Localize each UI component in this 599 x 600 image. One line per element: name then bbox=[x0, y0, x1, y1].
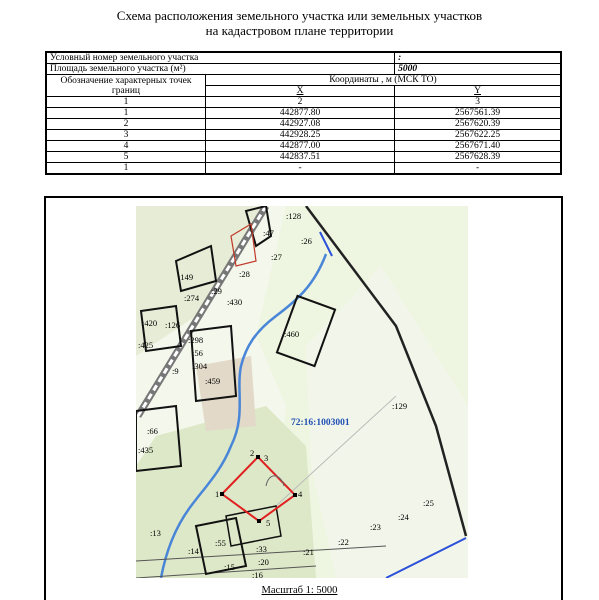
table-row bbox=[46, 108, 561, 119]
parcel-label: :149 bbox=[178, 272, 194, 282]
parcel-label: :27 bbox=[271, 252, 282, 262]
point-designation-header: Обозначение характерных точек границ bbox=[46, 75, 205, 97]
cadastral-map bbox=[136, 206, 468, 578]
y-cell: 2567671.40 bbox=[395, 141, 561, 152]
x-cell: 442877.80 bbox=[205, 108, 394, 119]
x-cell: 442877.00 bbox=[205, 141, 394, 152]
table-row bbox=[46, 75, 561, 86]
vertex-marker bbox=[257, 519, 261, 523]
parcel-label: :22 bbox=[338, 537, 349, 547]
parcel-label: :24 bbox=[398, 512, 409, 522]
parcel-label: :460 bbox=[284, 329, 300, 339]
x-cell: 442928.25 bbox=[205, 130, 394, 141]
table-row bbox=[46, 64, 561, 75]
table-row bbox=[46, 141, 561, 152]
y-cell: - bbox=[395, 163, 561, 175]
parcel-label: :14 bbox=[188, 546, 199, 556]
point-cell: 5 bbox=[46, 152, 205, 163]
coords-header: Координаты , м (МСК ТО) bbox=[205, 75, 561, 86]
parcel-label: :425 bbox=[138, 340, 154, 350]
vertex-label: 4 bbox=[298, 489, 303, 499]
table-row bbox=[46, 130, 561, 141]
parcel-label: :47 bbox=[263, 228, 274, 238]
quarter-label: 72:16:1003001 bbox=[291, 418, 350, 428]
parcel-label: :13 bbox=[150, 528, 161, 538]
parcel-label: :26 bbox=[301, 236, 312, 246]
parcel-label: :29 bbox=[211, 286, 222, 296]
x-cell: 442837.51 bbox=[205, 152, 394, 163]
point-cell: 1 bbox=[46, 163, 205, 175]
point-cell: 2 bbox=[46, 119, 205, 130]
y-cell: 2567620.39 bbox=[395, 119, 561, 130]
point-cell: 4 bbox=[46, 141, 205, 152]
conditional-number-label: Условный номер земельного участка bbox=[46, 52, 395, 64]
x-cell: - bbox=[205, 163, 394, 175]
parcel-label: :28 bbox=[239, 269, 250, 279]
parcel-label: :126 bbox=[165, 320, 181, 330]
document-title-line1: Схема расположения земельного участка или земельных участков bbox=[116, 8, 483, 23]
conditional-number-value: : bbox=[395, 52, 561, 64]
parcel-label: :430 bbox=[227, 297, 243, 307]
parcel-label: :9 bbox=[172, 366, 179, 376]
col-number: 3 bbox=[395, 97, 561, 108]
vertex-label: 2 bbox=[250, 448, 255, 458]
parcel-label: :129 bbox=[392, 401, 408, 411]
map-scale bbox=[0, 585, 599, 596]
coordinates-table bbox=[45, 51, 562, 175]
parcel-label: :55 bbox=[215, 538, 226, 548]
scale-text: Масштаб 1: 5000 bbox=[261, 585, 338, 596]
terrain-patch bbox=[136, 206, 266, 356]
x-cell: 442927.08 bbox=[205, 119, 394, 130]
parcel-label: :25 bbox=[423, 498, 434, 508]
parcel-label: :298 bbox=[188, 335, 204, 345]
parcel-label: :66 bbox=[147, 426, 158, 436]
x-header: X bbox=[205, 86, 394, 97]
parcel-label: :33 bbox=[256, 544, 267, 554]
parcel-label: :21 bbox=[303, 547, 314, 557]
table-row bbox=[46, 97, 561, 108]
parcel-label: :128 bbox=[286, 211, 302, 221]
vertex-marker bbox=[293, 493, 297, 497]
vertex-marker bbox=[256, 455, 260, 459]
vertex-marker bbox=[220, 492, 224, 496]
parcel-label: :420 bbox=[142, 318, 158, 328]
area-label: Площадь земельного участка (м²) bbox=[46, 64, 395, 75]
table-row bbox=[46, 52, 561, 64]
parcel-label: :20 bbox=[258, 557, 269, 567]
document-title-line2: на кадастровом плане территории bbox=[205, 23, 394, 38]
col-number: 1 bbox=[46, 97, 205, 108]
map-drawing bbox=[136, 206, 468, 578]
parcel-label: :304 bbox=[192, 361, 208, 371]
vertex-label: 1 bbox=[215, 489, 220, 499]
point-cell: 3 bbox=[46, 130, 205, 141]
y-cell: 2567622.25 bbox=[395, 130, 561, 141]
y-cell: 2567561.39 bbox=[395, 108, 561, 119]
col-number: 2 bbox=[205, 97, 394, 108]
table-row bbox=[46, 163, 561, 175]
vertex-label: 5 bbox=[266, 518, 271, 528]
area-value: 5000 bbox=[395, 64, 561, 75]
parcel-label: :23 bbox=[370, 522, 381, 532]
parcel-label: :435 bbox=[138, 445, 154, 455]
point-cell: 1 bbox=[46, 108, 205, 119]
table-row bbox=[46, 119, 561, 130]
y-cell: 2567628.39 bbox=[395, 152, 561, 163]
parcel-label: :459 bbox=[205, 376, 221, 386]
parcel-label: :274 bbox=[184, 293, 200, 303]
y-header: Y bbox=[395, 86, 561, 97]
vertex-label: 3 bbox=[264, 453, 269, 463]
parcel-label: :56 bbox=[192, 348, 203, 358]
parcel-label: :16 bbox=[252, 570, 263, 578]
table-row bbox=[46, 152, 561, 163]
parcel-label: :15 bbox=[224, 562, 235, 572]
